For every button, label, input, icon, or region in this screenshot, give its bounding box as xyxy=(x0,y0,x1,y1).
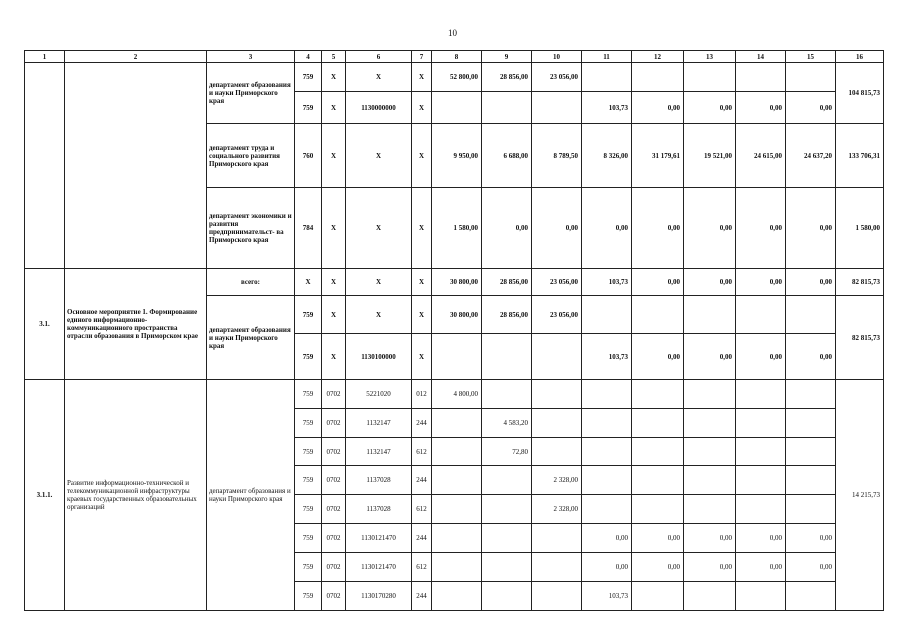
page-number: 10 xyxy=(448,28,457,38)
cell: 0,00 xyxy=(786,188,836,269)
cell: 1130121470 xyxy=(346,524,412,553)
cell: X xyxy=(346,124,412,188)
cell: 0,00 xyxy=(684,92,736,124)
cell xyxy=(482,380,532,409)
col-header: 4 xyxy=(295,51,322,63)
cell: 24 637,20 xyxy=(786,124,836,188)
measure-title: Основное мероприятие 1. Формирование единого информационно-коммуникационного пространства отрасли образования в Приморском крае xyxy=(65,269,207,380)
cell: X xyxy=(412,92,432,124)
cell: 103,73 xyxy=(582,582,632,611)
cell: 244 xyxy=(412,466,432,495)
cell: X xyxy=(295,269,322,296)
cell: 759 xyxy=(295,296,322,334)
cell xyxy=(582,466,632,495)
col-header: 3 xyxy=(207,51,295,63)
cell: 0,00 xyxy=(786,524,836,553)
cell xyxy=(482,466,532,495)
cell: 23 056,00 xyxy=(532,269,582,296)
cell: 012 xyxy=(412,380,432,409)
budget-table xyxy=(24,50,884,611)
dept-cell: департамент труда и социального развития Приморского края xyxy=(207,124,295,188)
cell: X xyxy=(346,188,412,269)
cell: 0702 xyxy=(322,438,346,466)
cell: 28 856,00 xyxy=(482,63,532,92)
cell: 0,00 xyxy=(736,553,786,582)
cell: 0,00 xyxy=(632,92,684,124)
cell: X xyxy=(322,92,346,124)
cell: 244 xyxy=(412,409,432,438)
cell: 0702 xyxy=(322,409,346,438)
cell xyxy=(786,495,836,524)
cell: 1 580,00 xyxy=(432,188,482,269)
cell xyxy=(532,524,582,553)
cell xyxy=(632,438,684,466)
cell: 0702 xyxy=(322,582,346,611)
cell xyxy=(684,409,736,438)
cell xyxy=(582,438,632,466)
dept-cell: департамент экономики и развития предпринимательст- ва Приморского края xyxy=(207,188,295,269)
cell xyxy=(684,296,736,334)
cell: 2 328,00 xyxy=(532,495,582,524)
cell xyxy=(432,92,482,124)
cell xyxy=(582,409,632,438)
cell: 0,00 xyxy=(786,334,836,380)
cell: 0,00 xyxy=(482,188,532,269)
cell: 4 800,00 xyxy=(432,380,482,409)
row-number: 3.1.1. xyxy=(25,380,65,611)
cell: 0,00 xyxy=(684,188,736,269)
cell: 760 xyxy=(295,124,322,188)
cell xyxy=(786,466,836,495)
subsection-rows xyxy=(25,380,884,611)
cell xyxy=(482,553,532,582)
cell: 759 xyxy=(295,438,322,466)
cell xyxy=(632,466,684,495)
cell: X xyxy=(322,296,346,334)
cell: 0,00 xyxy=(582,188,632,269)
cell: 4 583,20 xyxy=(482,409,532,438)
cell: 1137028 xyxy=(346,495,412,524)
cell: 0,00 xyxy=(736,269,786,296)
cell: 0,00 xyxy=(632,188,684,269)
cell: 1130121470 xyxy=(346,553,412,582)
cell: 103,73 xyxy=(582,92,632,124)
col-header: 12 xyxy=(632,51,684,63)
col-header: 9 xyxy=(482,51,532,63)
cell xyxy=(786,409,836,438)
cell: 23 056,00 xyxy=(532,296,582,334)
cell xyxy=(632,63,684,92)
cell xyxy=(786,438,836,466)
cell xyxy=(736,438,786,466)
cell: 0702 xyxy=(322,553,346,582)
measure-title: Развитие информационно-технической и телекоммуникационной инфраструктуры краевых государственных образовательных организаций xyxy=(65,380,207,611)
cell: 0,00 xyxy=(684,524,736,553)
cell: 759 xyxy=(295,92,322,124)
col-header: 14 xyxy=(736,51,786,63)
total-cell: 82 815,73 xyxy=(836,269,884,296)
cell xyxy=(632,582,684,611)
cell: 30 800,00 xyxy=(432,269,482,296)
cell xyxy=(482,524,532,553)
cell: X xyxy=(322,188,346,269)
cell: 244 xyxy=(412,524,432,553)
total-cell: 82 815,73 xyxy=(836,296,884,380)
col-header: 8 xyxy=(432,51,482,63)
col-header: 13 xyxy=(684,51,736,63)
cell: 31 179,61 xyxy=(632,124,684,188)
cell xyxy=(532,582,582,611)
cell xyxy=(786,380,836,409)
cell xyxy=(736,63,786,92)
cell xyxy=(736,466,786,495)
cell: 0,00 xyxy=(736,92,786,124)
cell xyxy=(432,409,482,438)
cell: 0,00 xyxy=(582,524,632,553)
col-header: 7 xyxy=(412,51,432,63)
cell: 0702 xyxy=(322,524,346,553)
cell xyxy=(736,409,786,438)
cell: 28 856,00 xyxy=(482,269,532,296)
col-header: 10 xyxy=(532,51,582,63)
cell: 0,00 xyxy=(684,334,736,380)
cell: 2 328,00 xyxy=(532,466,582,495)
cell xyxy=(432,582,482,611)
cell xyxy=(532,409,582,438)
cell: 103,73 xyxy=(582,334,632,380)
cell: 30 800,00 xyxy=(432,296,482,334)
cell: 0,00 xyxy=(632,334,684,380)
cell: X xyxy=(412,269,432,296)
col-header: 11 xyxy=(582,51,632,63)
cell: 0,00 xyxy=(736,188,786,269)
cell xyxy=(736,380,786,409)
cell xyxy=(65,63,207,269)
cell: 52 800,00 xyxy=(432,63,482,92)
cell: 1130000000 xyxy=(346,92,412,124)
cell: 103,73 xyxy=(582,269,632,296)
table-row xyxy=(25,63,884,92)
cell xyxy=(582,296,632,334)
cell: 612 xyxy=(412,495,432,524)
cell: 759 xyxy=(295,553,322,582)
cell: 0,00 xyxy=(532,188,582,269)
cell: 0,00 xyxy=(632,553,684,582)
cell: 0,00 xyxy=(632,524,684,553)
cell: 759 xyxy=(295,409,322,438)
cell xyxy=(482,495,532,524)
cell xyxy=(582,380,632,409)
cell: X xyxy=(412,188,432,269)
cell: 0702 xyxy=(322,495,346,524)
cell xyxy=(632,409,684,438)
total-cell: 1 580,00 xyxy=(836,188,884,269)
cell: 244 xyxy=(412,582,432,611)
dept-cell: департамент образования и науки Приморского края xyxy=(207,380,295,611)
cell xyxy=(25,63,65,269)
cell: X xyxy=(322,124,346,188)
cell xyxy=(482,92,532,124)
cell: 784 xyxy=(295,188,322,269)
cell: 1130100000 xyxy=(346,334,412,380)
cell xyxy=(532,438,582,466)
cell: 8 789,50 xyxy=(532,124,582,188)
cell xyxy=(532,553,582,582)
cell: 0,00 xyxy=(786,553,836,582)
cell xyxy=(532,334,582,380)
row-number: 3.1. xyxy=(25,269,65,380)
cell xyxy=(786,582,836,611)
cell: 759 xyxy=(295,334,322,380)
cell xyxy=(432,495,482,524)
cell: 8 326,00 xyxy=(582,124,632,188)
cell xyxy=(432,553,482,582)
cell: 0,00 xyxy=(736,334,786,380)
cell xyxy=(684,438,736,466)
col-header: 16 xyxy=(836,51,884,63)
cell xyxy=(632,296,684,334)
cell: X xyxy=(412,124,432,188)
total-cell: 104 815,73 xyxy=(836,63,884,124)
cell: 24 615,00 xyxy=(736,124,786,188)
cell: 0,00 xyxy=(786,269,836,296)
cell: 1130170280 xyxy=(346,582,412,611)
cell xyxy=(582,63,632,92)
cell xyxy=(432,524,482,553)
cell: 0702 xyxy=(322,466,346,495)
cell: 1132147 xyxy=(346,438,412,466)
cell: 72,80 xyxy=(482,438,532,466)
cell xyxy=(684,466,736,495)
cell xyxy=(482,334,532,380)
cell: X xyxy=(412,63,432,92)
cell: 759 xyxy=(295,524,322,553)
cell xyxy=(632,495,684,524)
cell xyxy=(532,380,582,409)
total-cell: 133 706,31 xyxy=(836,124,884,188)
cell: 9 950,00 xyxy=(432,124,482,188)
cell: 612 xyxy=(412,438,432,466)
cell: 0,00 xyxy=(736,524,786,553)
col-header: 2 xyxy=(65,51,207,63)
cell: X xyxy=(322,269,346,296)
cell xyxy=(482,582,532,611)
cell xyxy=(736,296,786,334)
cell: 6 688,00 xyxy=(482,124,532,188)
cell: 612 xyxy=(412,553,432,582)
cell xyxy=(736,495,786,524)
cell: 0,00 xyxy=(684,269,736,296)
cell xyxy=(632,380,684,409)
col-header: 5 xyxy=(322,51,346,63)
cell: 0,00 xyxy=(786,92,836,124)
cell: 759 xyxy=(295,466,322,495)
cell xyxy=(432,438,482,466)
cell xyxy=(786,63,836,92)
col-header: 15 xyxy=(786,51,836,63)
cell: 28 856,00 xyxy=(482,296,532,334)
cell: 759 xyxy=(295,495,322,524)
cell: X xyxy=(346,63,412,92)
cell xyxy=(786,296,836,334)
cell: X xyxy=(412,296,432,334)
cell: 759 xyxy=(295,380,322,409)
header-row xyxy=(25,51,884,63)
cell: 1132147 xyxy=(346,409,412,438)
total-label: всего: xyxy=(207,269,295,296)
cell: X xyxy=(346,296,412,334)
cell xyxy=(532,92,582,124)
table-row xyxy=(25,269,884,296)
cell: 1137028 xyxy=(346,466,412,495)
cell: 759 xyxy=(295,582,322,611)
cell xyxy=(684,582,736,611)
cell: 759 xyxy=(295,63,322,92)
cell: 19 521,00 xyxy=(684,124,736,188)
cell: 0,00 xyxy=(632,269,684,296)
cell xyxy=(432,334,482,380)
cell: 0,00 xyxy=(684,553,736,582)
cell: X xyxy=(412,334,432,380)
cell: X xyxy=(322,334,346,380)
cell: X xyxy=(346,269,412,296)
dept-cell: департамент образования и науки Приморского края xyxy=(207,296,295,380)
table-row xyxy=(25,380,884,409)
cell xyxy=(684,380,736,409)
cell xyxy=(736,582,786,611)
cell xyxy=(684,495,736,524)
cell: X xyxy=(322,63,346,92)
col-header: 1 xyxy=(25,51,65,63)
cell xyxy=(432,466,482,495)
dept-cell: департамент образования и науки Приморского края xyxy=(207,63,295,124)
cell: 5221020 xyxy=(346,380,412,409)
cell: 0702 xyxy=(322,380,346,409)
cell: 23 056,00 xyxy=(532,63,582,92)
cell xyxy=(582,495,632,524)
cell: 0,00 xyxy=(582,553,632,582)
col-header: 6 xyxy=(346,51,412,63)
total-cell: 14 215,73 xyxy=(836,380,884,611)
cell xyxy=(684,63,736,92)
